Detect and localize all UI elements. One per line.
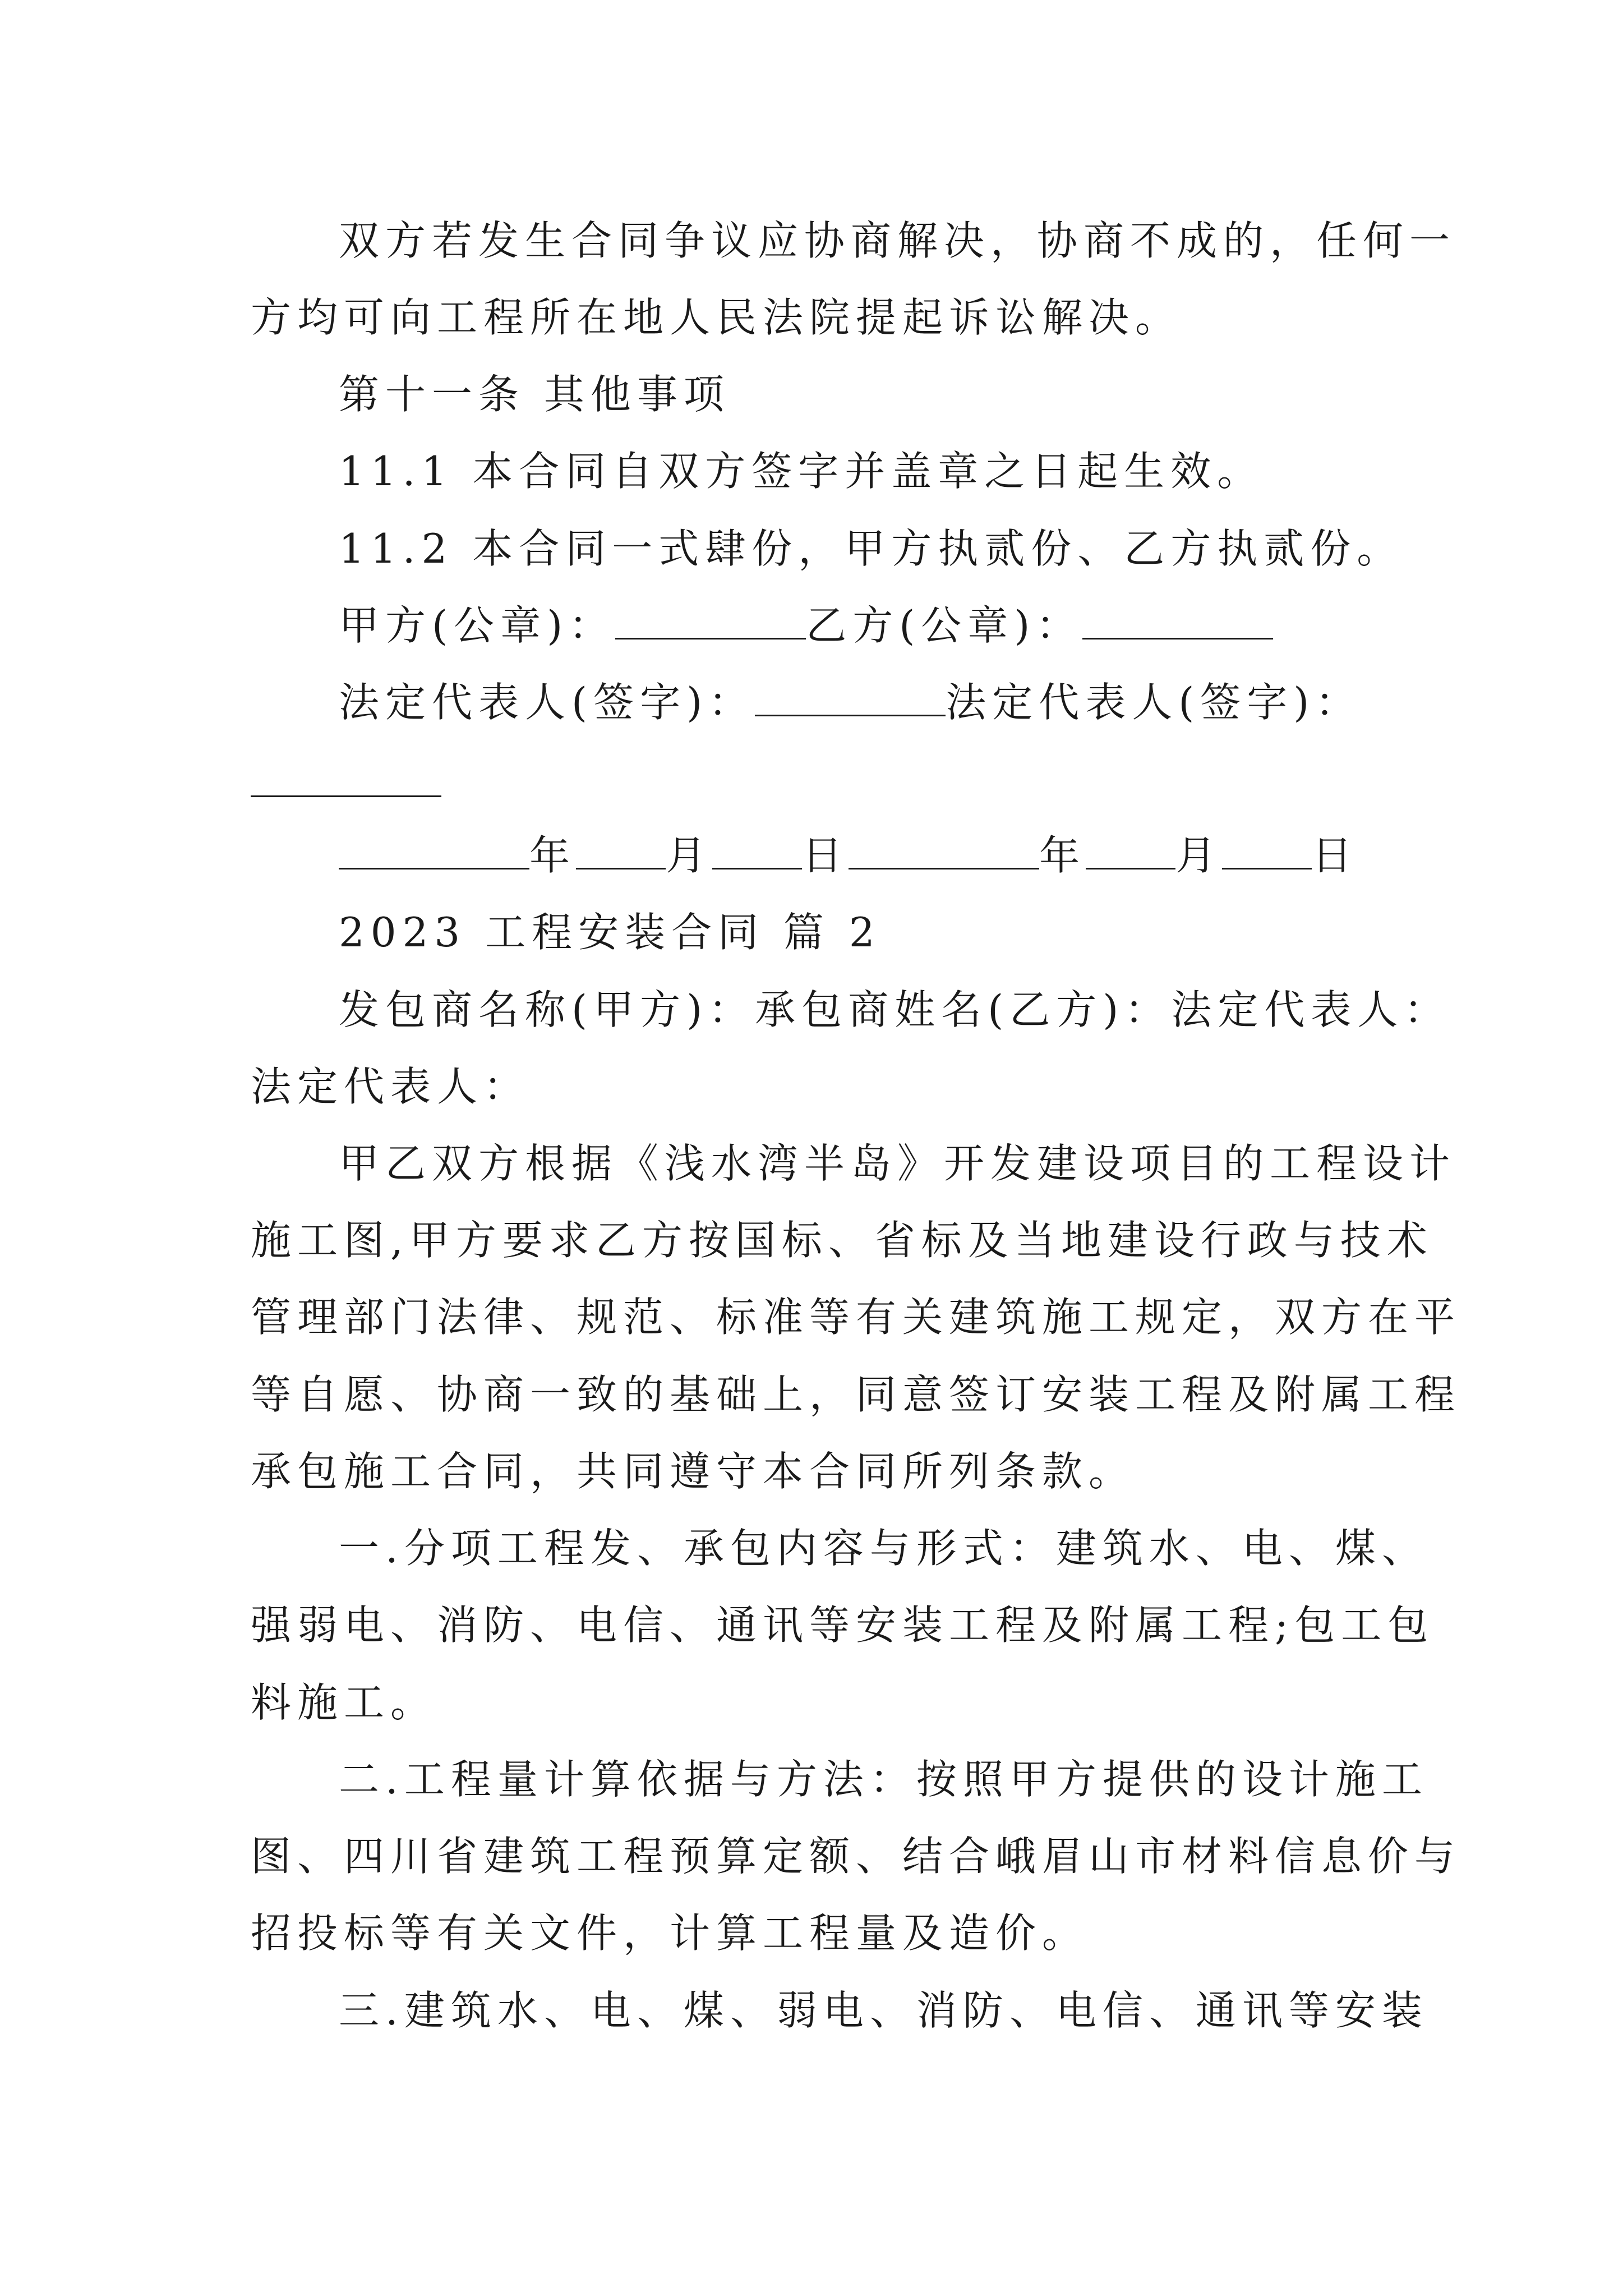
parties-line: 法定代表人： (251, 1063, 531, 1110)
seal-line (339, 597, 1273, 654)
intro-paragraph-line: 等自愿、协商一致的基础上，同意签订安装工程及附属工程 (251, 1371, 1461, 1418)
legal-rep-b-label: 法定代表人(签字)： (946, 679, 1362, 726)
text-line: 双方若发生合同争议应协商解决，协商不成的，任何一 (339, 217, 1456, 264)
year-blank (339, 834, 529, 869)
text-line: 方均可向工程所在地人民法院提起诉讼解决。 (251, 294, 1182, 341)
month-blank (1086, 834, 1175, 869)
month-label: 月 (1175, 832, 1223, 879)
month-label: 月 (666, 832, 713, 879)
day-blank (1222, 834, 1312, 869)
legal-rep-line (339, 674, 1362, 730)
intro-paragraph-line: 甲乙双方根据《浅水湾半岛》开发建设项目的工程设计 (339, 1140, 1456, 1187)
legal-rep-b-blank (251, 795, 441, 797)
party-b-seal-blank (1082, 604, 1273, 639)
parties-line: 发包商名称(甲方)：承包商姓名(乙方)：法定代表人： (339, 986, 1451, 1033)
day-blank (712, 834, 802, 869)
year-label: 年 (529, 832, 577, 879)
day-label: 日 (1312, 832, 1359, 879)
item-two-line: 二.工程量计算依据与方法：按照甲方提供的设计施工 (339, 1756, 1428, 1803)
year-blank (849, 834, 1039, 869)
month-blank (576, 834, 666, 869)
date-line (339, 827, 1358, 884)
day-label: 日 (802, 832, 849, 879)
party-a-seal-blank (615, 604, 806, 639)
section-title: 2023 工程安装合同 篇 2 (339, 909, 881, 956)
clause-11-2: 11.2 本合同一式肆份，甲方执贰份、乙方执贰份。 (339, 525, 1404, 572)
intro-paragraph-line: 承包施工合同，共同遵守本合同所列条款。 (251, 1448, 1136, 1495)
clause-11-1: 11.1 本合同自双方签字并盖章之日起生效。 (339, 448, 1264, 495)
item-one-line: 一.分项工程发、承包内容与形式：建筑水、电、煤、 (339, 1525, 1428, 1572)
item-three-line: 三.建筑水、电、煤、弱电、消防、电信、通讯等安装 (339, 1987, 1428, 2034)
item-one-line: 料施工。 (251, 1679, 437, 1726)
party-a-seal-label: 甲方(公章)： (339, 602, 616, 649)
article-heading: 第十一条 其他事项 (339, 371, 730, 418)
year-label: 年 (1039, 832, 1086, 879)
party-b-seal-label: 乙方(公章)： (806, 602, 1083, 649)
intro-paragraph-line: 施工图,甲方要求乙方按国标、省标及当地建设行政与技术 (251, 1217, 1433, 1264)
legal-rep-a-label: 法定代表人(签字)： (339, 679, 755, 726)
item-two-line: 招投标等有关文件，计算工程量及造价。 (251, 1910, 1089, 1957)
item-two-line: 图、四川省建筑工程预算定额、结合峨眉山市材料信息价与 (251, 1833, 1461, 1880)
legal-rep-a-blank (755, 681, 946, 716)
item-one-line: 强弱电、消防、电信、通讯等安装工程及附属工程;包工包 (251, 1602, 1435, 1649)
intro-paragraph-line: 管理部门法律、规范、标准等有关建筑施工规定，双方在平 (251, 1294, 1461, 1341)
